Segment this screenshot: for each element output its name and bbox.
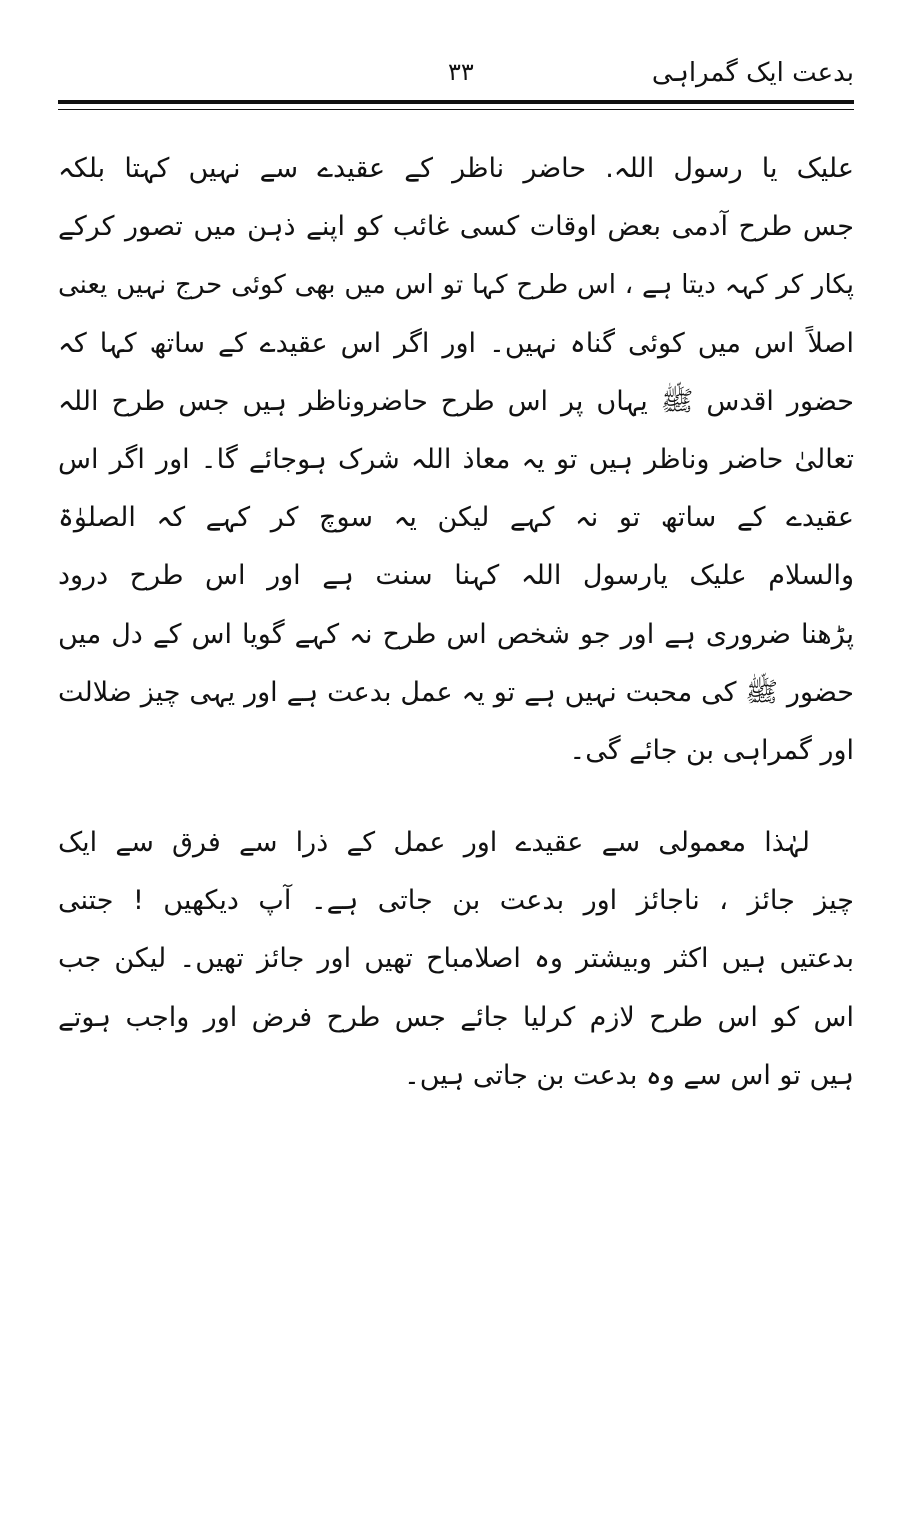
paragraph-gap [58,780,854,814]
header-rule-thin [58,109,854,110]
paragraph-1 [58,140,854,780]
body-text [58,140,854,1105]
text-line: اصلاً اس میں کوئی گناہ نہیں۔ اور اگر اس عقیدے کے ساتھ کہا کہ [58,327,854,359]
paragraph-2 [58,814,854,1105]
text-line: اس کو اس طرح لازم کرلیا جائے جس طرح فرض اور واجب ہوتے [58,1001,854,1033]
text-line: پکار کر کہہ دیتا ہے ، اس طرح کہا تو اس میں بھی کوئی حرج نہیں یعنی [58,270,854,301]
text-line: علیک یا رسول اللہ. حاضر ناظر کے عقیدے سے نہیں کہتا بلکہ [58,153,854,184]
header-rule-thick [58,100,854,104]
running-title: بدعت ایک گمراہی [651,58,854,88]
text-line: لہٰذا معمولی سے عقیدے اور عمل کے ذرا سے فرق سے ایک [58,827,810,859]
text-line: حضور اقدس ﷺ یہاں پر اس طرح حاضروناظر ہیں جس طرح اللہ [58,385,854,417]
text-line: عقیدے کے ساتھ تو نہ کہے لیکن یہ سوچ کر کہے کہ الصلوٰۃ [58,502,854,534]
text-line: پڑھنا ضروری ہے اور جو شخص اس طرح نہ کہے گویا اس کے دل میں [58,618,854,650]
text-line: چیز جائز ، ناجائز اور بدعت بن جاتی ہے۔ آپ دیکھیں ! جتنی [58,885,854,917]
text-line: ہیں تو اس سے وہ بدعت بن جاتی ہیں۔ [403,1059,854,1091]
text-line: اور گمراہی بن جائے گی۔ [569,734,854,766]
text-line: حضور ﷺ کی محبت نہیں ہے تو یہ عمل بدعت ہے اور یہی چیز ضلالت [58,676,854,708]
page-header [58,52,854,102]
text-line: والسلام علیک یارسول اللہ کہنا سنت ہے اور اس طرح درود [58,560,854,592]
text-line: جس طرح آدمی بعض اوقات کسی غائب کو اپنے ذہن میں تصور کرکے [58,211,854,243]
page-number: ۳۳ [448,58,474,86]
text-line: بدعتیں ہیں اکثر وبیشتر وہ اصلامباح تھیں اور جائز تھیں۔ لیکن جب [58,943,854,975]
text-line: تعالیٰ حاضر وناظر ہیں تو یہ معاذ اللہ شرک ہوجائے گا۔ اور اگر اس [58,443,854,475]
